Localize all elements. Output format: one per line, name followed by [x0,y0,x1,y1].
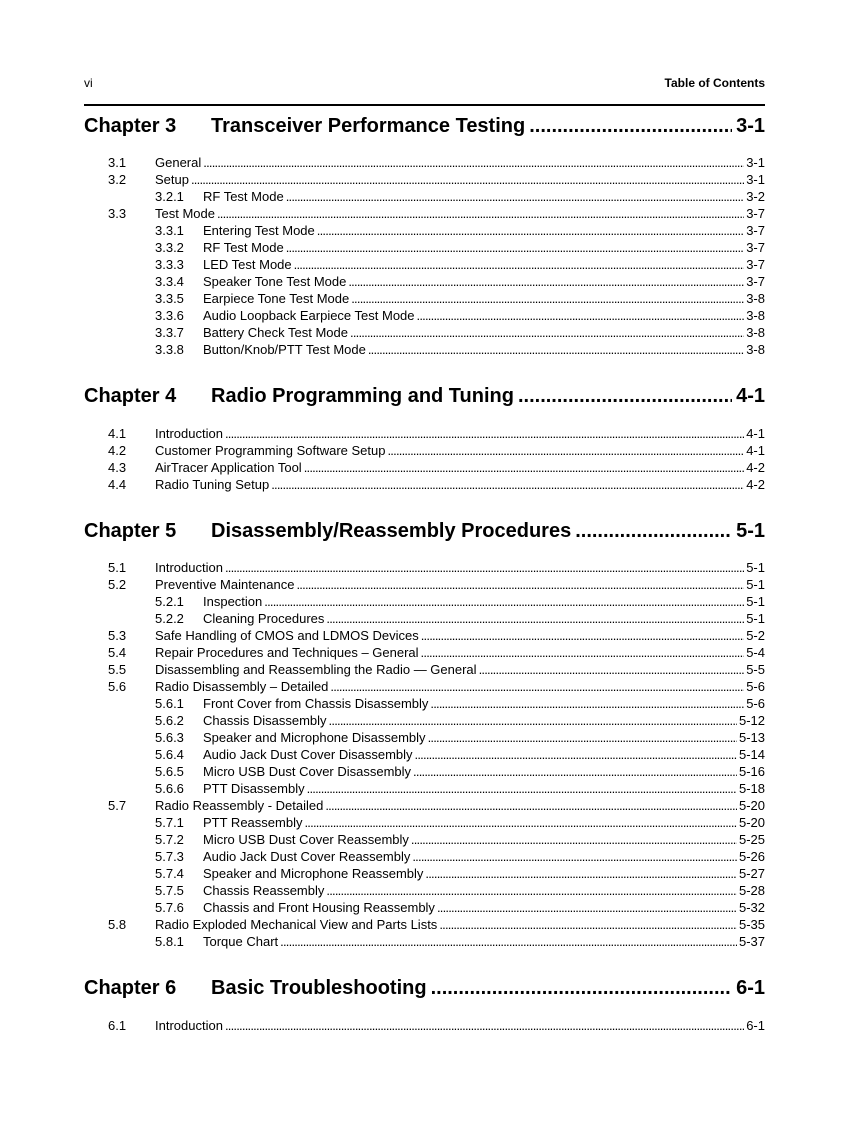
leader-dots [421,644,745,661]
entry-title: Speaker and Microphone Reassembly [203,866,424,881]
leader-dots [203,154,744,171]
entry-title: RF Test Mode [203,189,284,204]
chapter-heading[interactable] [84,977,765,1003]
toc-entry[interactable] [108,644,765,661]
entry-page: 3-7 [746,274,765,289]
toc-entry[interactable] [108,916,765,933]
entry-title: Cleaning Procedures [203,611,325,626]
entry-title: Battery Check Test Mode [203,325,348,340]
toc-entry[interactable] [108,290,765,307]
entry-number: 3.2.1 [155,189,184,204]
entry-page: 3-7 [746,240,765,255]
leader-dots [575,520,732,543]
entry-page: 5-12 [738,713,765,728]
entry-title: AirTracer Application Tool [155,460,302,475]
leader-dots [225,559,744,576]
entry-number: 5.2.2 [155,611,184,626]
entry-title: LED Test Mode [203,257,292,272]
entry-title: Button/Knob/PTT Test Mode [203,342,366,357]
entry-title: Safe Handling of CMOS and LDMOS Devices [155,628,419,643]
entry-title: Micro USB Dust Cover Disassembly [203,764,412,779]
entry-page: 4-2 [746,460,765,475]
chapter-heading[interactable] [84,520,765,546]
entry-title: Preventive Maintenance [155,577,295,592]
leader-dots [325,797,737,814]
entry-number: 5.7.3 [155,849,184,864]
entry-title: Earpiece Tone Test Mode [203,291,350,306]
entry-page: 5-13 [738,730,765,745]
leader-dots [264,593,744,610]
leader-dots [317,222,744,239]
leader-dots [479,661,745,678]
leader-dots [271,476,744,493]
entry-title: Radio Disassembly – Detailed [155,679,329,694]
leader-dots [217,205,744,222]
entry-number: 3.3 [108,206,127,221]
leader-dots [307,780,737,797]
entry-number: 3.3.5 [155,291,184,306]
entry-page: 5-6 [746,696,765,711]
toc-entry[interactable] [108,712,765,729]
toc-entry[interactable] [108,780,765,797]
entry-number: 5.7.2 [155,832,184,847]
leader-dots [431,977,733,1000]
toc-entry[interactable] [108,205,765,222]
leader-dots [296,576,744,593]
toc-entry[interactable] [108,324,765,341]
toc-entry[interactable] [108,476,765,493]
page-header [84,76,765,92]
entry-page: 3-8 [746,308,765,323]
entry-page: 5-14 [738,747,765,762]
entry-number: 5.7.1 [155,815,184,830]
section-title: Table of Contents [664,76,765,90]
toc-entry[interactable] [108,154,765,171]
chapter-heading[interactable] [84,385,765,411]
entry-number: 5.6.3 [155,730,184,745]
leader-dots [428,729,737,746]
toc-entry[interactable] [108,256,765,273]
entry-title: Audio Jack Dust Cover Reassembly [203,849,411,864]
leader-dots [413,763,737,780]
toc-entry[interactable] [108,188,765,205]
leader-dots [326,882,737,899]
entry-title: Setup [155,172,189,187]
toc-entry[interactable] [108,273,765,290]
toc-entry[interactable] [108,222,765,239]
entry-number: 5.6.5 [155,764,184,779]
toc-entry[interactable] [108,729,765,746]
entry-title: Introduction [155,560,223,575]
chapter-title: Basic Troubleshooting [211,977,427,999]
entry-page: 5-5 [746,662,765,677]
leader-dots [304,459,745,476]
entry-title: Micro USB Dust Cover Reassembly [203,832,409,847]
entry-title: Inspection [203,594,263,609]
toc-entry[interactable] [108,797,765,814]
entry-page: 3-8 [746,291,765,306]
toc-entry[interactable] [108,239,765,256]
entry-number: 5.6 [108,679,127,694]
entry-page: 3-1 [746,155,765,170]
entry-page: 5-6 [746,679,765,694]
toc-entry[interactable] [108,610,765,627]
leader-dots [437,899,737,916]
toc-entry[interactable] [108,442,765,459]
entry-number: 5.1 [108,560,127,575]
toc-entry[interactable] [108,678,765,695]
entry-page: 5-28 [738,883,765,898]
header-rule [84,104,765,106]
entry-number: 3.3.7 [155,325,184,340]
leader-dots [439,916,737,933]
leader-dots [225,425,744,442]
entry-page: 5-4 [746,645,765,660]
entry-title: PTT Reassembly [203,815,303,830]
chapter-page: 3-1 [736,115,765,137]
entry-title: Audio Loopback Earpiece Test Mode [203,308,415,323]
entry-title: Radio Tuning Setup [155,477,270,492]
entry-page: 3-8 [746,342,765,357]
entry-number: 5.8 [108,917,127,932]
chapter-page: 5-1 [736,520,765,542]
entry-title: Front Cover from Chassis Disassembly [203,696,429,711]
entry-page: 5-16 [738,764,765,779]
toc-section-list [108,559,765,950]
toc-entry[interactable] [108,627,765,644]
leader-dots [225,1017,744,1034]
entry-page: 6-1 [746,1018,765,1033]
entry-title: Introduction [155,1018,223,1033]
entry-number: 5.8.1 [155,934,184,949]
entry-number: 5.2 [108,577,127,592]
entry-title: Chassis and Front Housing Reassembly [203,900,435,915]
toc-entry[interactable] [108,814,765,831]
entry-number: 5.6.6 [155,781,184,796]
entry-number: 5.7.4 [155,866,184,881]
entry-title: Torque Chart [203,934,279,949]
entry-number: 5.6.2 [155,713,184,728]
toc-entry[interactable] [108,848,765,865]
entry-page: 5-18 [738,781,765,796]
entry-number: 5.6.4 [155,747,184,762]
toc-entry[interactable] [108,865,765,882]
entry-page: 3-8 [746,325,765,340]
toc-entry[interactable] [108,171,765,188]
entry-number: 3.3.4 [155,274,184,289]
entry-title: Test Mode [155,206,215,221]
toc-entry[interactable] [108,746,765,763]
leader-dots [304,814,737,831]
toc-entry[interactable] [108,933,765,950]
entry-title: Audio Jack Dust Cover Disassembly [203,747,413,762]
chapter-title: Radio Programming and Tuning [211,385,514,407]
leader-dots [348,273,744,290]
toc-entry[interactable] [108,882,765,899]
entry-number: 3.3.8 [155,342,184,357]
entry-number: 3.3.1 [155,223,184,238]
chapter-page: 6-1 [736,977,765,999]
entry-title: PTT Disassembly [203,781,305,796]
leader-dots [417,307,745,324]
entry-number: 5.3 [108,628,127,643]
chapter-number: Chapter 6 [84,977,177,999]
leader-dots [430,695,744,712]
leader-dots [411,831,737,848]
toc-entry[interactable] [108,899,765,916]
toc-entry[interactable] [108,661,765,678]
entry-page: 5-20 [738,815,765,830]
entry-page: 5-37 [738,934,765,949]
leader-dots [387,442,744,459]
leader-dots [191,171,744,188]
chapter-number: Chapter 4 [84,385,177,407]
entry-number: 5.6.1 [155,696,184,711]
leader-dots [351,290,744,307]
leader-dots [280,933,737,950]
entry-title: Radio Reassembly - Detailed [155,798,324,813]
entry-title: Entering Test Mode [203,223,315,238]
chapter-page: 4-1 [736,385,765,407]
entry-page: 3-7 [746,206,765,221]
entry-number: 6.1 [108,1018,127,1033]
entry-page: 3-1 [746,172,765,187]
entry-page: 5-1 [746,611,765,626]
entry-page: 3-7 [746,223,765,238]
entry-page: 4-1 [746,426,765,441]
toc-section-list [108,425,765,493]
entry-title: Chassis Reassembly [203,883,325,898]
entry-number: 4.3 [108,460,127,475]
entry-number: 3.2 [108,172,127,187]
entry-page: 3-7 [746,257,765,272]
entry-number: 5.2.1 [155,594,184,609]
toc-entry[interactable] [108,593,765,610]
entry-title: Speaker and Microphone Disassembly [203,730,426,745]
leader-dots [518,385,732,408]
leader-dots [326,610,744,627]
entry-number: 4.1 [108,426,127,441]
entry-title: Introduction [155,426,223,441]
entry-number: 3.3.3 [155,257,184,272]
toc-entry[interactable] [108,425,765,442]
entry-title: Chassis Disassembly [203,713,327,728]
chapter-title: Transceiver Performance Testing [211,115,526,137]
leader-dots [329,712,737,729]
toc-entry[interactable] [108,1017,765,1034]
leader-dots [415,746,737,763]
entry-page: 5-20 [738,798,765,813]
entry-page: 4-2 [746,477,765,492]
entry-page: 5-1 [746,577,765,592]
chapter-heading[interactable] [84,115,765,141]
leader-dots [330,678,744,695]
entry-page: 5-2 [746,628,765,643]
entry-number: 3.3.6 [155,308,184,323]
toc-entry[interactable] [108,695,765,712]
entry-page: 4-1 [746,443,765,458]
entry-number: 5.4 [108,645,127,660]
entry-title: Disassembling and Reassembling the Radio — General [155,662,477,677]
leader-dots [412,848,737,865]
entry-number: 3.3.2 [155,240,184,255]
leader-dots [286,239,745,256]
leader-dots [286,188,745,205]
toc-entry[interactable] [108,576,765,593]
entry-title: Customer Programming Software Setup [155,443,386,458]
toc-section-list [108,1017,765,1034]
chapter-number: Chapter 5 [84,520,177,542]
page-number: vi [84,76,93,90]
leader-dots [421,627,744,644]
entry-number: 5.7.5 [155,883,184,898]
entry-page: 5-27 [738,866,765,881]
leader-dots [350,324,744,341]
entry-number: 3.1 [108,155,127,170]
entry-page: 5-1 [746,560,765,575]
toc-entry[interactable] [108,459,765,476]
leader-dots [368,341,744,358]
toc-section-list [108,154,765,358]
entry-page: 5-1 [746,594,765,609]
entry-page: 5-35 [738,917,765,932]
chapter-number: Chapter 3 [84,115,177,137]
entry-number: 4.4 [108,477,127,492]
entry-page: 5-26 [738,849,765,864]
leader-dots [294,256,745,273]
entry-title: Speaker Tone Test Mode [203,274,347,289]
leader-dots [425,865,737,882]
entry-number: 5.7.6 [155,900,184,915]
entry-number: 4.2 [108,443,127,458]
toc-entry[interactable] [108,559,765,576]
entry-title: General [155,155,202,170]
entry-title: Repair Procedures and Techniques – General [155,645,419,660]
entry-number: 5.5 [108,662,127,677]
entry-page: 5-32 [738,900,765,915]
entry-page: 3-2 [746,189,765,204]
entry-page: 5-25 [738,832,765,847]
leader-dots [529,115,732,138]
entry-number: 5.7 [108,798,127,813]
toc-entry[interactable] [108,831,765,848]
toc-entry[interactable] [108,763,765,780]
toc-entry[interactable] [108,341,765,358]
toc-entry[interactable] [108,307,765,324]
entry-title: Radio Exploded Mechanical View and Parts Lists [155,917,438,932]
entry-title: RF Test Mode [203,240,284,255]
chapter-title: Disassembly/Reassembly Procedures [211,520,572,542]
